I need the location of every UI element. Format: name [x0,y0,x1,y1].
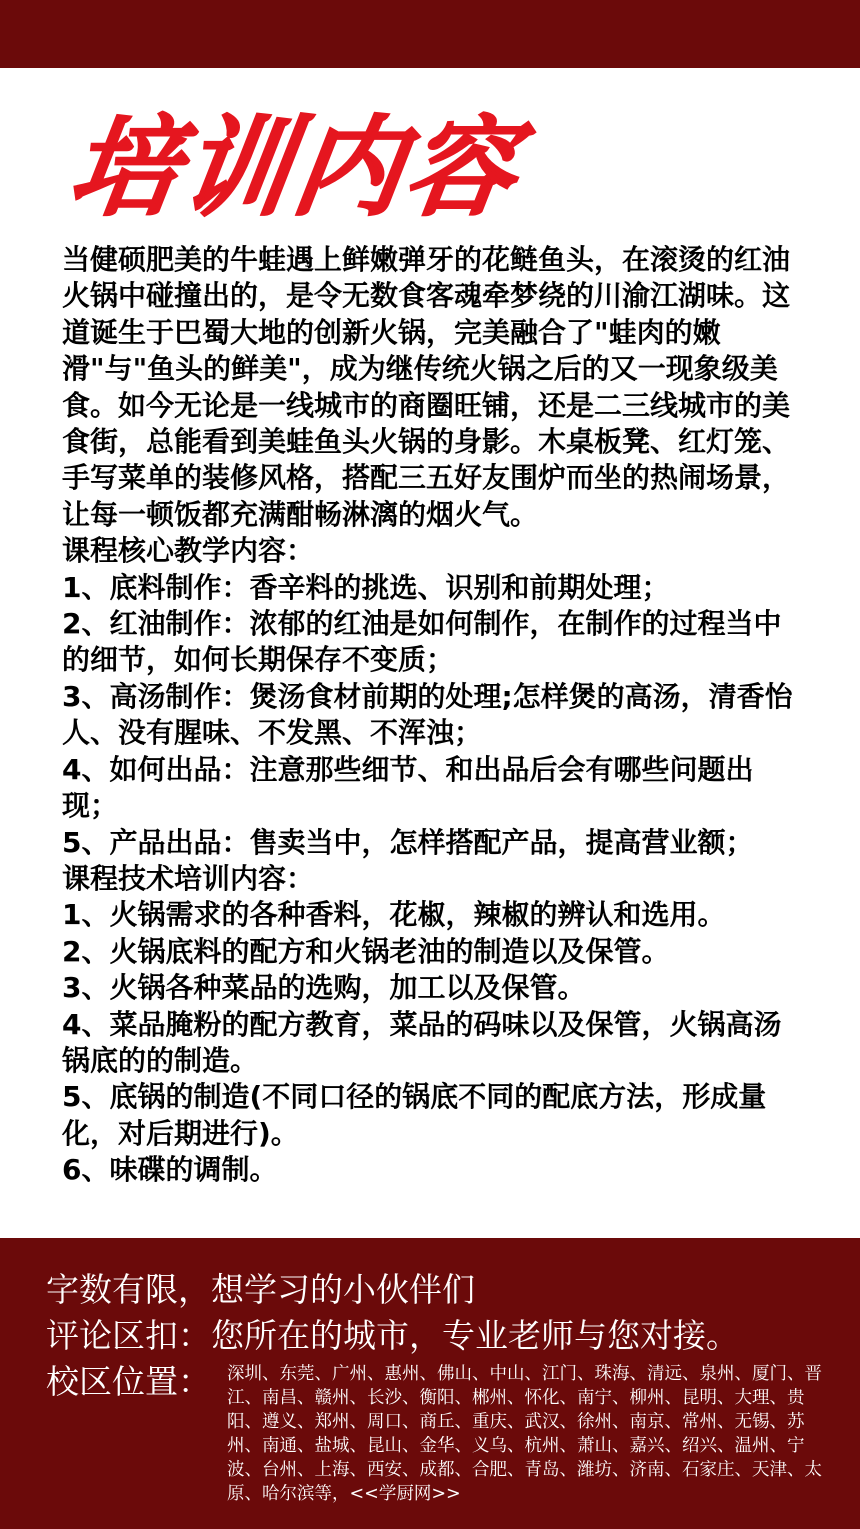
tech-item: 3、火锅各种菜品的选购，加工以及保管。 [62,971,586,1005]
footer-cta-line-2: 评论区扣：您所在的城市，专业老师与您对接。 [46,1316,739,1355]
tech-item: 1、火锅需求的各种香料，花椒，辣椒的辨认和选用。 [62,898,726,932]
footer-cta-line-1: 字数有限，想学习的小伙伴们 [46,1270,475,1309]
core-item: 1、底料制作：香辛料的挑选、识别和前期处理； [62,570,670,604]
page-title: 培训内容 [61,106,528,231]
tech-item: 5、底锅的制造(不同口径的锅底不同的配底方法，形成量化，对后期进行)。 [62,1080,767,1150]
footer-banner [0,1238,860,1529]
core-item: 2、红油制作：浓郁的红油是如何制作，在制作的过程当中的细节，如何长期保存不变质； [62,607,782,677]
intro-paragraph: 当健硕肥美的牛蛙遇上鲜嫩弹牙的花鲢鱼头，在滚烫的红油火锅中碰撞出的，是令无数食客魂牵梦绕的川渝江湖味。这道诞生于巴蜀大地的创新火锅，完美融合了"蛙肉的嫩滑"与"鱼头的鲜美"，成为继传统火锅之后的又一现象级美食。如今无论是一线城市的商圈旺铺，还是二三线城市的美食街，总能看到美蛙鱼头火锅的身影。木桌板凳、红灯笼、手写菜单的装修风格，搭配三五好友围炉而坐的热闹场景，让每一顿饭都充满酣畅淋漓的烟火气。 [62,243,791,531]
tech-item: 2、火锅底料的配方和火锅老油的制造以及保管。 [62,934,670,968]
core-item: 5、产品出品：售卖当中，怎样搭配产品，提高营业额； [62,825,754,859]
top-banner [0,0,860,68]
core-item: 4、如何出品：注意那些细节、和出品后会有哪些问题出现； [62,752,754,823]
core-item: 3、高汤制作：煲汤食材前期的处理;怎样煲的高汤，清香怡人、没有腥味、不发黑、不浑浊； [62,679,793,750]
core-heading: 课程核心教学内容： [62,534,315,568]
tech-item: 6、味碟的调制。 [62,1153,278,1187]
course-content [62,242,797,1189]
tech-heading: 课程技术培训内容： [62,861,315,895]
tech-item: 4、菜品腌粉的配方教育，菜品的码味以及保管，火锅高汤锅底的的制造。 [62,1007,782,1077]
campus-label: 校区位置： [46,1362,211,1401]
campus-list: 深圳、东莞、广州、惠州、佛山、中山、江门、珠海、清远、泉州、厦门、晋江、南昌、赣州、长沙、衡阳、郴州、怀化、南宁、柳州、昆明、大理、贵阳、遵义、郑州、周口、商丘、重庆、武汉、徐州、南京、常州、无锡、苏州、南通、盐城、昆山、金华、义乌、杭州、萧山、嘉兴、绍兴、温州、宁波、台州、上海、西安、成都、合肥、青岛、潍坊、济南、石家庄、天津、太原、哈尔滨等，<<学厨网>> [227,1364,822,1505]
